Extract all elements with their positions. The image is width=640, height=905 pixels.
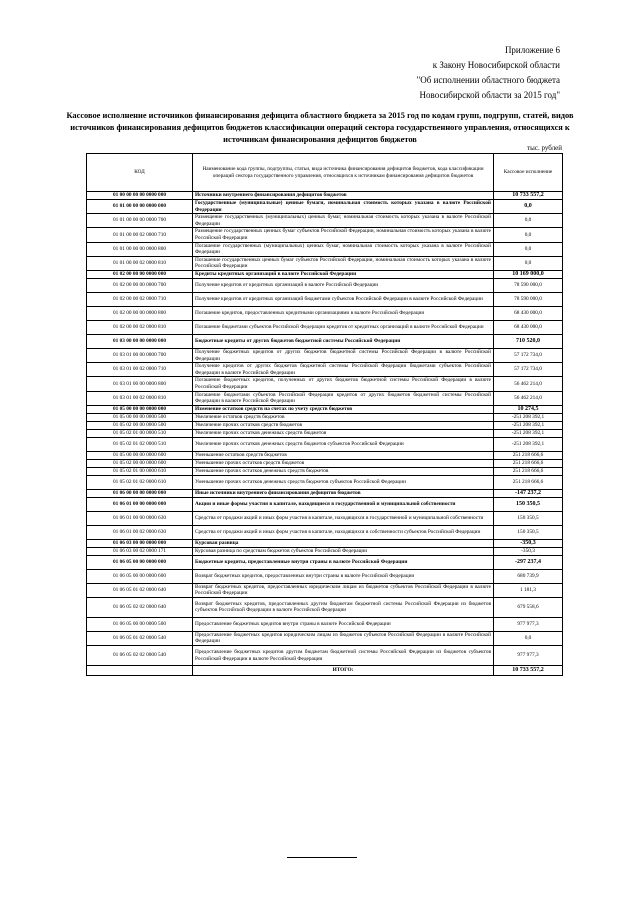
row-name: Предоставление бюджетных кредитов внутри страны в валюте Российской Федерации [193,617,494,631]
row-amount: 10 169 000,0 [494,270,563,278]
row-amount: 0,0 [494,242,563,256]
row-name: Возврат бюджетных кредитов, предоставленных внутри страны в валюте Российской Федерации [193,569,494,583]
header-name: Наименование кода группы, подгруппы, статьи, вида источника финансирования дефицитов бюджетов, кода классификации операций сектора государственного управления, относящихся к источникам финансирования дефицитов бюджетов [193,154,494,192]
table-row [87,192,563,200]
table-row [87,292,563,306]
row-code: 01 05 00 00 00 0000 600 [87,451,193,459]
row-amount: 57 172 734,0 [494,363,563,377]
total-label: ИТОГО: [193,666,494,676]
row-amount: -350,3 [494,539,563,547]
row-amount: -251 208 392,1 [494,413,563,421]
header-amount: Кассовое исполнение [494,154,563,192]
row-code: 01 03 01 00 02 0000 710 [87,363,193,377]
row-name: Получение бюджетных кредитов от других бюджетов бюджетной системы Российской Федерации в валюте Российской Федерации [193,348,494,362]
row-code: 01 02 00 00 00 0000 800 [87,306,193,320]
row-amount: 57 172 734,0 [494,348,563,362]
row-code: 01 03 01 00 00 0000 800 [87,377,193,391]
signature-line [287,857,357,858]
row-name: Получение кредитов от других бюджетов бюджетной системы Российской Федерации бюджетами субъектов Российской Федерации в валюте Российской Федерации [193,363,494,377]
table-row [87,475,563,489]
row-amount: 10 733 557,2 [494,192,563,200]
row-name: Изменение остатков средств на счетах по учету средств бюджетов [193,405,494,413]
row-name: Размещение государственных ценных бумаг субъектов Российской Федерации, номинальная стоимость которых указана в валюте Российской Федерации [193,228,494,242]
row-name: Средства от продажи акций и иных форм участия в капитале, находящихся в собственности субъектов Российской Федерации [193,525,494,539]
row-amount: 977 977,3 [494,646,563,666]
row-name: Кредиты кредитных организаций в валюте Российской Федерации [193,270,494,278]
row-name: Бюджетные кредиты, предоставленные внутри страны в валюте Российской Федерации [193,555,494,569]
row-name: Погашение бюджетами субъектов Российской Федерации кредитов от других бюджетов бюджетной системы Российской Федерации в валюте Российской Федерации [193,391,494,405]
table-row [87,631,563,645]
table-row [87,451,563,459]
row-code: 01 06 00 00 00 0000 000 [87,489,193,497]
row-code: 01 05 00 00 00 0000 000 [87,405,193,413]
table-row [87,489,563,497]
row-code: 01 05 02 00 00 0000 600 [87,459,193,467]
row-name: Погашение бюджетных кредитов, полученных от других бюджетов бюджетной системы Российской Федерации в валюте Российской Федерации [193,377,494,391]
table-row [87,646,563,666]
table-row [87,539,563,547]
row-name: Предоставление бюджетных кредитов другим бюджетам бюджетной системы Российской Федерации из бюджетов субъектов Российской Федерации в валюте Российской Федерации [193,646,494,666]
table-row [87,405,563,413]
table-row [87,306,563,320]
row-name: Погашение государственных ценных бумаг субъектов Российской Федерации, номинальная стоимость которых указана в валюте Российской Федерации [193,256,494,270]
row-name: Получение кредитов от кредитных организаций в валюте Российской Федерации [193,278,494,292]
table-row [87,525,563,539]
row-amount: 0,0 [494,214,563,228]
table-row [87,377,563,391]
total-amount: 10 733 557,2 [494,666,563,676]
row-amount: 251 218 666,6 [494,451,563,459]
row-amount: 78 590 000,0 [494,292,563,306]
row-code: 01 06 05 00 00 0000 000 [87,555,193,569]
table-row [87,569,563,583]
row-name: Погашение бюджетами субъектов Российской Федерации кредитов от кредитных организаций в валюте Российской Федерации [193,320,494,334]
table-row [87,421,563,429]
annex-law: к Закону Новосибирской области [432,60,560,70]
row-code: 01 03 01 00 00 0000 700 [87,348,193,362]
row-amount: 150 350,5 [494,525,563,539]
annex-number: Приложение 6 [504,45,560,55]
table-row [87,497,563,511]
table-row [87,437,563,451]
row-name: Уменьшение прочих остатков денежных средств бюджетов [193,467,494,475]
row-name: Акции и иные формы участия в капитале, находящиеся в государственной и муниципальной собственности [193,497,494,511]
row-name: Уменьшение прочих остатков средств бюджетов [193,459,494,467]
row-amount: 0,0 [494,200,563,214]
row-name: Бюджетные кредиты от других бюджетов бюджетной системы Российской Федерации [193,334,494,348]
row-amount: 68 430 000,0 [494,306,563,320]
row-name: Уменьшение прочих остатков денежных средств бюджетов субъектов Российской Федерации [193,475,494,489]
row-code: 01 05 00 00 00 0000 500 [87,413,193,421]
row-amount: 251 218 666,6 [494,467,563,475]
row-code: 01 05 02 01 02 0000 610 [87,475,193,489]
row-code: 01 06 05 01 02 0000 540 [87,631,193,645]
row-code: 01 06 01 00 00 0000 000 [87,497,193,511]
table-row [87,617,563,631]
table-row [87,278,563,292]
row-amount: 0,0 [494,256,563,270]
table-row [87,320,563,334]
row-amount: 680 739,9 [494,569,563,583]
row-code: 01 05 02 01 00 0000 610 [87,467,193,475]
row-name: Уменьшение остатков средств бюджетов [193,451,494,459]
table-row [87,242,563,256]
document-title: Кассовое исполнение источников финансирования дефицита областного бюджета за 2015 год по кодам групп, подгрупп, статей, видов источников финансирования дефицитов бюджетов классификации операций сектора государственного управления, относящихся к источникам финансирования дефицитов бюджетов [66,111,574,144]
table-row [87,583,563,597]
row-name: Увеличение остатков средств бюджетов [193,413,494,421]
table-row [87,200,563,214]
table-row [87,459,563,467]
row-code: 01 02 00 00 00 0000 000 [87,270,193,278]
row-name: Размещение государственных (муниципальных) ценных бумаг, номинальная стоимость которых указана в валюте Российской Федерации [193,214,494,228]
row-name: Увеличение прочих остатков денежных средств бюджетов субъектов Российской Федерации [193,437,494,451]
row-amount: 78 590 000,0 [494,278,563,292]
table-header-row [87,154,563,192]
row-amount: 1 181,3 [494,583,563,597]
row-code: 01 06 05 02 02 0000 540 [87,646,193,666]
table-row [87,555,563,569]
row-code: 01 03 01 00 02 0000 810 [87,391,193,405]
row-name: Увеличение прочих остатков денежных средств бюджетов [193,429,494,437]
row-code: 01 02 00 00 00 0000 700 [87,278,193,292]
row-amount: 679 558,6 [494,597,563,617]
row-name: Погашение кредитов, предоставленных кредитными организациями в валюте Российской Федерации [193,306,494,320]
row-name: Государственные (муниципальные) ценные бумаги, номинальная стоимость которых указана в валюте Российской Федерации [193,200,494,214]
row-amount: 710 520,0 [494,334,563,348]
execution-table [86,153,563,676]
row-code: 01 01 00 00 00 0000 000 [87,200,193,214]
row-amount: -147 237,2 [494,489,563,497]
row-amount: 150 350,5 [494,511,563,525]
total-row [87,666,563,676]
row-amount: 56 462 214,0 [494,391,563,405]
table-row [87,334,563,348]
table-row [87,467,563,475]
row-name: Погашение государственных (муниципальных) ценных бумаг, номинальная стоимость которых указана в валюте Российской Федерации [193,242,494,256]
row-code: 01 06 05 01 02 0000 640 [87,583,193,597]
row-amount: 56 462 214,0 [494,377,563,391]
table-body [87,192,563,666]
row-amount: 251 218 666,6 [494,475,563,489]
row-name: Иные источники внутреннего финансирования дефицитов бюджетов [193,489,494,497]
row-code: 01 05 02 00 00 0000 500 [87,421,193,429]
row-name: Курсовая разница [193,539,494,547]
table-row [87,429,563,437]
row-name: Предоставление бюджетных кредитов юридическим лицам из бюджетов субъектов Российской Федерации в валюте Российской Федерации [193,631,494,645]
table-row [87,413,563,421]
row-code: 01 06 03 00 02 0000 171 [87,547,193,555]
table-row [87,270,563,278]
row-code: 01 06 03 00 00 0000 000 [87,539,193,547]
table-row [87,348,563,362]
row-code: 01 06 05 00 00 0000 500 [87,617,193,631]
row-code: 01 06 05 02 02 0000 640 [87,597,193,617]
header-code: КОД [87,154,193,192]
row-name: Средства от продажи акций и иных форм участия в капитале, находящихся в государственной и муниципальной собственности [193,511,494,525]
row-amount: 977 977,3 [494,617,563,631]
row-code: 01 02 00 00 02 0000 810 [87,320,193,334]
row-amount: 10 274,5 [494,405,563,413]
row-code: 01 02 00 00 02 0000 710 [87,292,193,306]
row-amount: -251 208 392,1 [494,421,563,429]
row-code: 01 06 05 00 00 0000 600 [87,569,193,583]
row-code: 01 01 00 00 00 0000 800 [87,242,193,256]
row-code: 01 00 00 00 00 0000 000 [87,192,193,200]
unit-label: тыс. рублей [527,144,562,152]
table-row [87,391,563,405]
row-amount: -251 208 392,1 [494,437,563,451]
row-amount: 0,0 [494,228,563,242]
row-code: 01 06 01 00 00 0000 630 [87,511,193,525]
row-name: Источники внутреннего финансирования дефицитов бюджетов [193,192,494,200]
row-amount: -297 237,4 [494,555,563,569]
row-name: Увеличение прочих остатков средств бюджетов [193,421,494,429]
table-row [87,214,563,228]
row-name: Возврат бюджетных кредитов, предоставленных юридическим лицам из бюджетов субъектов Российской Федерации в валюте Российской Федерации [193,583,494,597]
row-code: 01 03 00 00 00 0000 000 [87,334,193,348]
row-amount: 0,0 [494,631,563,645]
row-name: Курсовая разница по средствам бюджетов субъектов Российской Федерации [193,547,494,555]
annex-block [300,43,560,103]
row-amount: 251 218 666,6 [494,459,563,467]
row-code: 01 05 02 01 00 0000 510 [87,429,193,437]
row-code: 01 01 00 00 02 0000 810 [87,256,193,270]
row-name: Получение кредитов от кредитных организаций бюджетами субъектов Российской Федерации в валюте Российской Федерации [193,292,494,306]
row-code: 01 01 00 00 02 0000 710 [87,228,193,242]
table-row [87,511,563,525]
table-row [87,256,563,270]
row-amount: 68 430 000,0 [494,320,563,334]
row-amount: -251 208 392,1 [494,429,563,437]
row-amount: -350,3 [494,547,563,555]
annex-law-title-cont: Новосибирской области за 2015 год" [419,90,560,100]
annex-law-title: "Об исполнении областного бюджета [416,75,560,85]
table-row [87,597,563,617]
row-amount: 150 350,5 [494,497,563,511]
table-row [87,228,563,242]
row-name: Возврат бюджетных кредитов, предоставленных другим бюджетам бюджетной системы Российской Федерации из бюджетов субъектов Российской Федерации в валюте Российской Федерации [193,597,494,617]
table-row [87,363,563,377]
row-code: 01 06 01 00 02 0000 630 [87,525,193,539]
row-code: 01 05 02 01 02 0000 510 [87,437,193,451]
row-code: 01 01 00 00 00 0000 700 [87,214,193,228]
table-row [87,547,563,555]
